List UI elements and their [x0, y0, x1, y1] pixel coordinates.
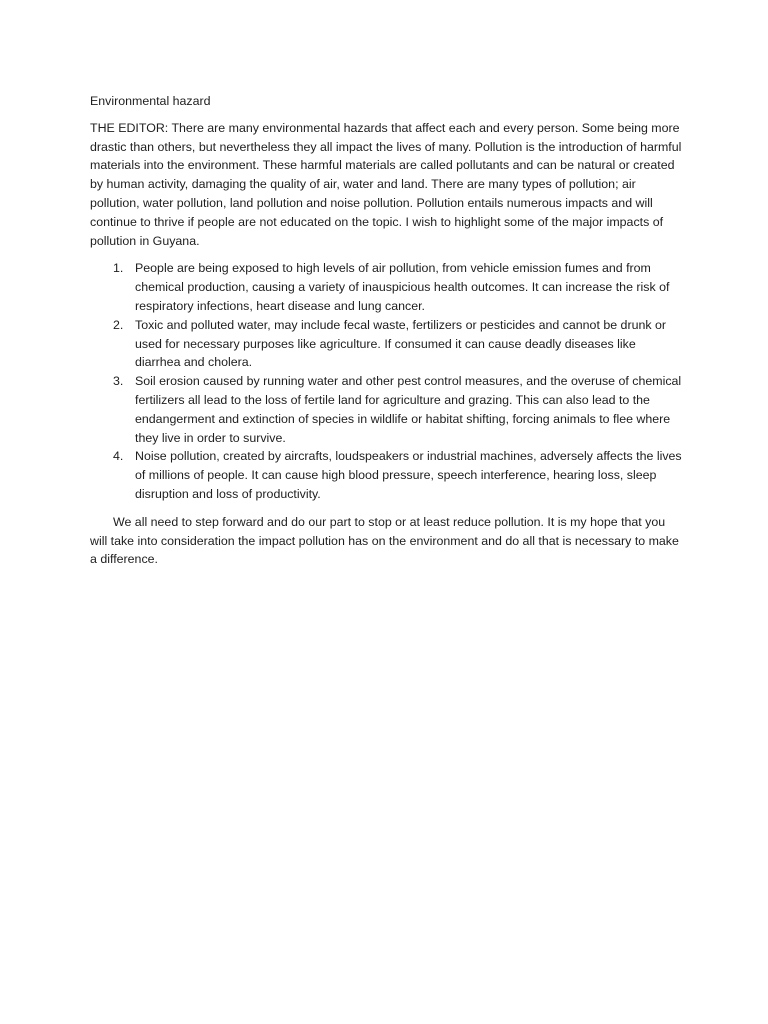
list-item	[90, 372, 682, 447]
list-item-number: 2.	[113, 317, 124, 332]
closing-paragraph: We all need to step forward and do our part to stop or at least reduce pollution. It is my hope that you will take into consideration the impact pollution has on the environment and do all that is necessary to make a difference.	[90, 514, 679, 567]
list-item-number: 1.	[113, 261, 124, 276]
list-item-number: 3.	[113, 374, 124, 389]
document-page	[90, 92, 682, 569]
list-item-text: People are being exposed to high levels of air pollution, from vehicle emission fumes and from chemical production, causing a variety of inauspicious health outcomes. It can increase the risk of respiratory infections, heart disease and lung cancer.	[135, 261, 670, 313]
list-item-text: Soil erosion caused by running water and other pest control measures, and the overuse of chemical fertilizers all lead to the loss of fertile land for agriculture and grazing. This can also lead to the endangerment and extinction of species in wildlife or habitat shifting, forcing animals to flee where they live in order to survive.	[135, 374, 682, 445]
impacts-list	[90, 259, 682, 503]
list-item	[90, 316, 682, 372]
list-item-text: Toxic and polluted water, may include fecal waste, fertilizers or pesticides and cannot be drunk or used for necessary purposes like agriculture. If consumed it can cause deadly diseases like diarrhea and cholera.	[135, 317, 667, 370]
list-item-text: Noise pollution, created by aircrafts, loudspeakers or industrial machines, adversely affects the lives of millions of people. It can cause high blood pressure, speech interference, hearing loss, sleep disruption and loss of productivity.	[135, 449, 682, 501]
list-item	[90, 447, 682, 503]
list-item-number: 4.	[113, 449, 124, 464]
intro-paragraph: THE EDITOR: There are many environmental hazards that affect each and every person. Some being more drastic than others, but nevertheless they all impact the lives of many. Pollution is the introduction of harmful materials into the environment. These harmful materials are called pollutants and can be natural or created by human activity, damaging the quality of air, water and land. There are many types of pollution; air pollution, water pollution, land pollution and noise pollution. Pollution entails numerous impacts and will continue to thrive if people are not educated on the topic. I wish to highlight some of the major impacts of pollution in Guyana.	[90, 120, 682, 248]
list-item	[90, 259, 682, 315]
document-title: Environmental hazard	[90, 94, 211, 108]
